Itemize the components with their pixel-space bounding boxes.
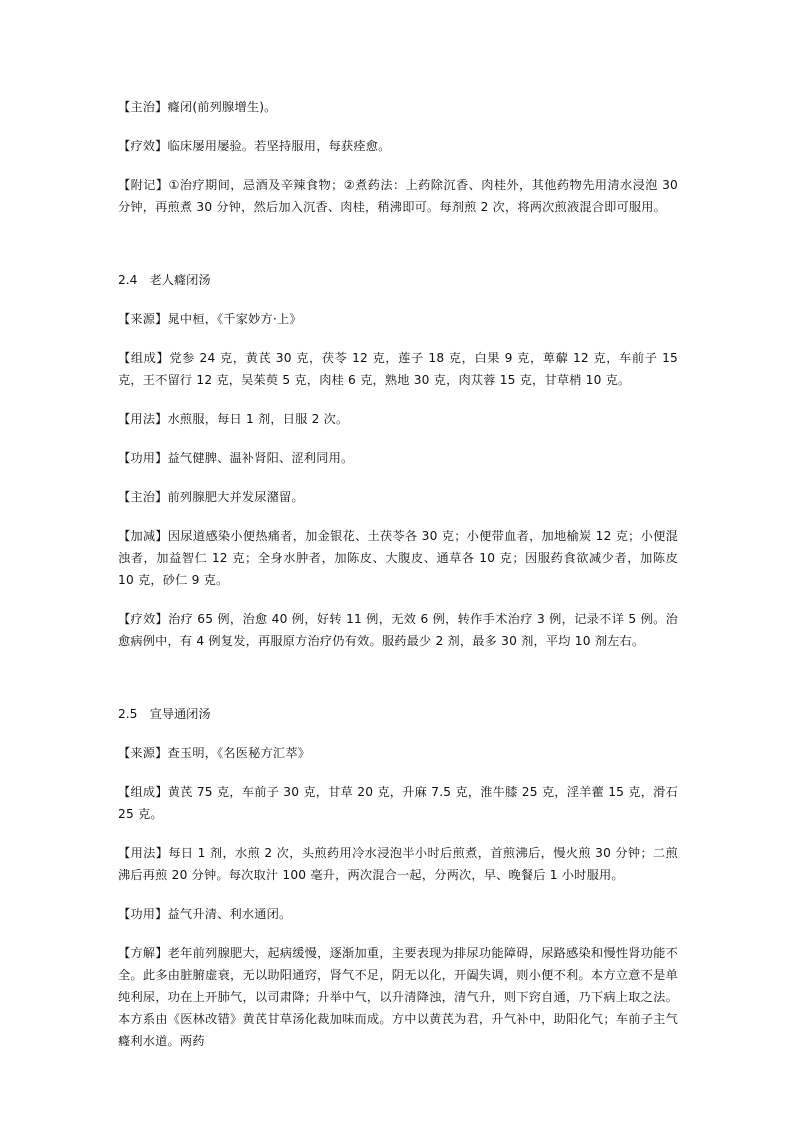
source-paragraph: 【来源】查玉明，《名医秘方汇萃》 [118,746,311,760]
function-paragraph: 【功用】益气升清、利水通闭。 [118,907,292,921]
source-paragraph: 【来源】晁中桓，《千家妙方·上》 [118,312,302,326]
document-page [118,96,678,1052]
usage-paragraph: 【用法】水煎服，每日 1 剂，日服 2 次。 [118,412,349,426]
composition-paragraph: 【组成】党参 24 克，黄芪 30 克，茯苓 12 克，莲子 18 克，白果 9 克，萆薢 12 克，车前子 15 克，王不留行 12 克，吴茱萸 5 克，肉桂 6 克，熟地 30 克，肉苁蓉 15 克，甘草梢 10 克。 [118,351,678,387]
section-heading-2-5: 2.5 宣导通闭汤 [118,707,211,721]
note-paragraph: 【附记】①治疗期间，忌酒及辛辣食物；②煮药法：上药除沉香、肉桂外，其他药物先用清水浸泡 30 分钟，再煎煮 30 分钟，然后加入沉香、肉桂，稍沸即可。每剂煎 2 次，将两次煎液混合即可服用。 [118,178,678,214]
indication-paragraph: 【主治】前列腺肥大并发尿潴留。 [118,490,304,504]
analysis-paragraph: 【方解】老年前列腺肥大，起病缓慢，逐渐加重，主要表现为排尿功能障碍，尿路感染和慢性肾功能不全。此多由脏腑虚衰，无以助阳通窍，肾气不足，阴无以化，开阖失调，则小便不利。本方立意不是单纯利尿，功在上开肺气，以司肃降；升举中气，以升清降浊，清气升，则下窍自通，乃下病上取之法。本方系由《医林改错》黄芪甘草汤化裁加味而成。方中以黄芪为君，升气补中，助阳化气；车前子主气癃利水道。两药 [118,946,678,1048]
usage-paragraph: 【用法】每日 1 剂，水煎 2 次，头煎药用冷水浸泡半小时后煎煮，首煎沸后，慢火煎 30 分钟；二煎沸后再煎 20 分钟。每次取汁 100 毫升，两次混合一起，分两次，早、晚餐后 1 小时服用。 [118,846,678,882]
efficacy-paragraph: 【疗效】临床屡用屡验。若坚持服用，每获痊愈。 [118,139,391,153]
indication-paragraph: 【主治】癃闭(前列腺增生)。 [118,100,277,114]
modification-paragraph: 【加减】因尿道感染小便热痛者，加金银花、土茯苓各 30 克；小便带血者，加地榆炭 12 克；小便混浊者，加益智仁 12 克；全身水肿者，加陈皮、大腹皮、通草各 10 克；因服药食欲减少者，加陈皮 10 克，砂仁 9 克。 [118,529,678,587]
composition-paragraph: 【组成】黄芪 75 克，车前子 30 克，甘草 20 克，升麻 7.5 克，淮牛膝 25 克，淫羊藿 15 克，滑石 25 克。 [118,785,678,821]
function-paragraph: 【功用】益气健脾、温补肾阳、涩利同用。 [118,451,354,465]
section-heading-2-4: 2.4 老人癃闭汤 [118,273,211,287]
efficacy-paragraph: 【疗效】治疗 65 例，治愈 40 例，好转 11 例，无效 6 例，转作手术治疗 3 例，记录不详 5 例。治愈病例中，有 4 例复发，再服原方治疗仍有效。服药最少 2 剂，最多 30 剂，平均 10 剂左右。 [118,612,678,648]
